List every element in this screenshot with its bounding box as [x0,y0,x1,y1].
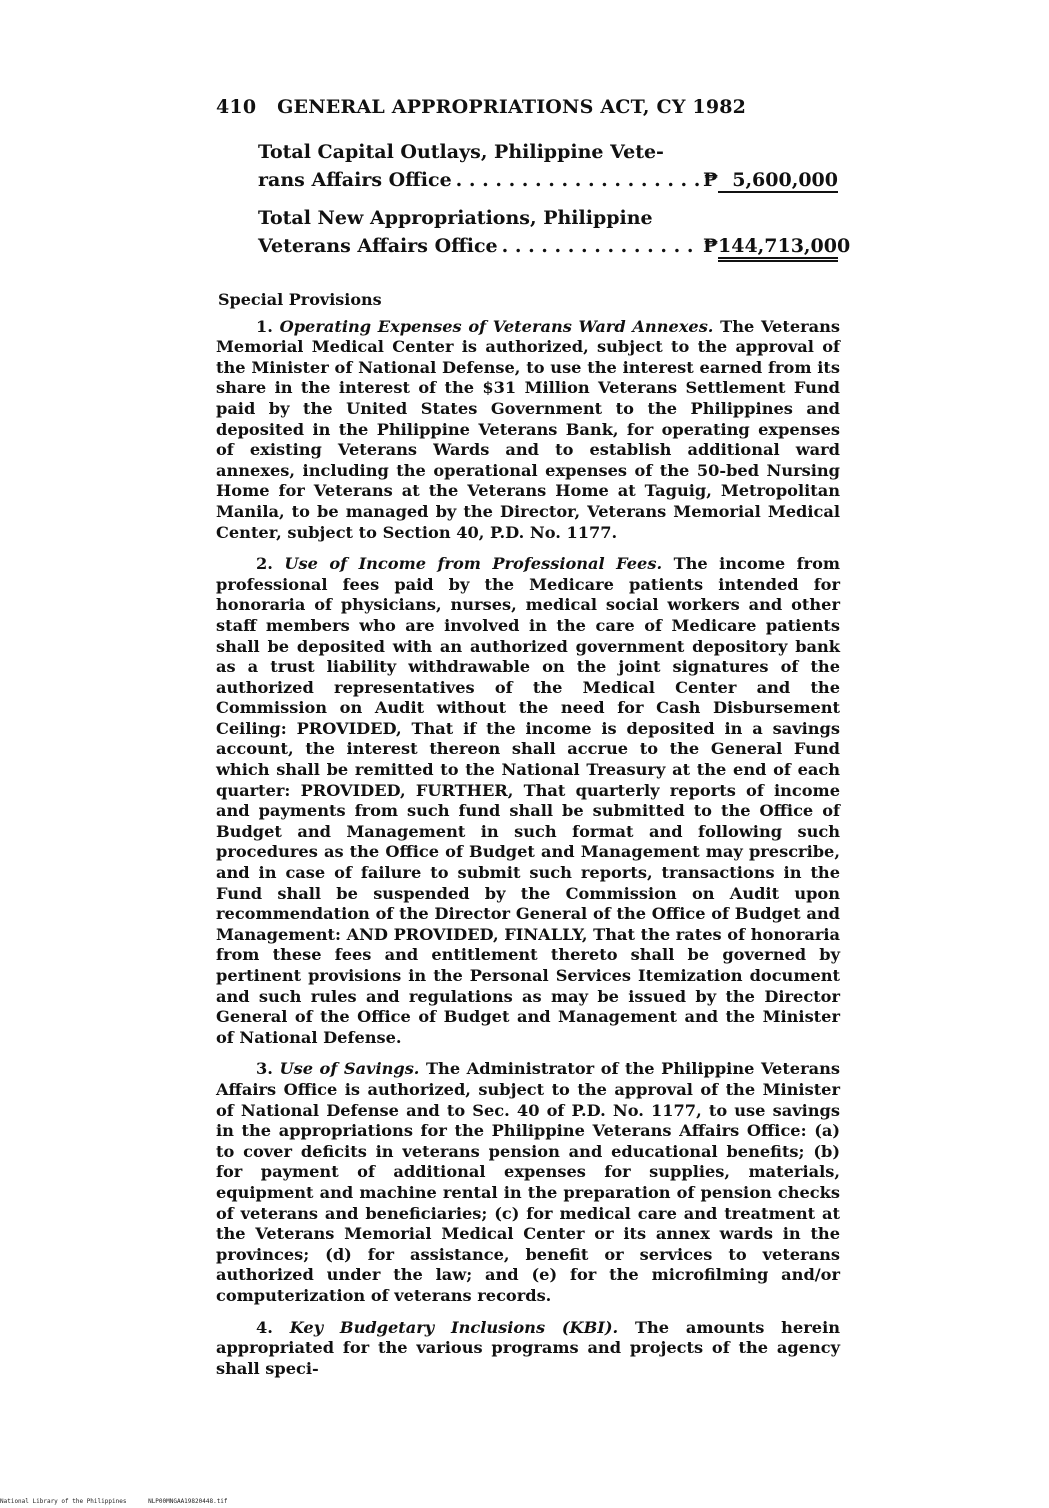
totals-section [258,138,851,272]
provision-text: The amounts herein appropriated for the various programs and projects of the agency shall speci- [216,1317,840,1378]
total-amount: 144,713,000 [718,235,838,262]
total-label-line1: Total New Appropriations, Philippine [258,207,653,229]
provision-title: Use of Savings. [279,1059,420,1079]
provision-title: Use of Income from Professional Fees. [284,554,663,574]
provision-number: 3. [256,1059,273,1079]
provision-3 [216,1059,840,1306]
provision-number: 2. [256,554,273,574]
provision-2 [216,554,840,1048]
total-label-line2: Veterans Affairs Office [258,235,498,257]
total-label-line1: Total Capital Outlays, Philippine Vete- [258,141,664,163]
provision-text: The income from professional fees paid by the Medicare patients intended for honoraria of physicians, nurses, medical social workers and other staff members who are involved in the care of Medicare patients shall be deposited with an authorized government depository bank as a trust liability withdrawable on the joint signatures of the authorized representatives of the Medical Center and the Commission on Audit without the need for Cash Disbursement Ceiling: PROVIDED, That if the income is deposited in a savings account, the interest thereon shall accrue to the General Fund which shall be remitted to the National Treasury at the end of each quarter: PROVIDED, FURTHER, That quarterly reports of income and payments from such fund shall be submitted to the Office of Budget and Management in such format and following such procedures as the Office of Budget and Management may prescribe, and in case of failure to submit such reports, transactions in the Fund shall be suspended by the Commission on Audit upon recommendation of the Director General of the Office of Budget and Management: AND PROVIDED, FINALLY, That the rates of honoraria from these fees and entitlement thereto shall be governed by pertinent provisions in the Personal Services Itemization document and such rules and regulations as may be issued by the Director General of the Office of Budget and Management and the Minister of National Defense. [216,554,841,1047]
provision-title: Operating Expenses of Veterans Ward Annexes. [279,316,714,336]
peso-sign: ₱ [702,235,718,257]
provision-number: 1. [256,316,273,336]
total-capital-outlays [258,138,838,194]
provision-4 [216,1318,840,1380]
provision-1 [216,317,840,544]
provision-text: The Administrator of the Philippine Veterans Affairs Office is authorized, subject to the approval of the Minister of National Defense and to Sec. 40 of P.D. No. 1177, to use savings in the appropriations for the Philippine Veterans Affairs Office: (a) to cover deficits in veterans pension and educational benefits; (b) for payment of additional expenses for supplies, materials, equipment and machine rental in the preparation of pension checks of veterans and beneficiaries; (c) for medical care and treatment at the Veterans Memorial Medical Center or its annex wards in the provinces; (d) for assistance, benefit or services to veterans authorized under the law; and (e) for the microfilming and/or computerization of veterans records. [216,1059,840,1305]
library-credit: National Library of the Philippines [0,1498,127,1505]
total-amount: 5,600,000 [718,169,838,193]
provision-text: The Veterans Memorial Medical Center is authorized, subject to the approval of the Minister of National Defense, to use the interest earned from its share in the interest of the $31 Million Veterans Settlement Fund paid by the United States Government to the Philippines and deposited in the Philippine Veterans Bank, for operating expenses of existing Veterans Wards and to establish additional ward annexes, including the operational expenses of the 50-bed Nursing Home for Veterans at the Veterans Home at Taguig, Metropolitan Manila, to be managed by the Director, Veterans Memorial Medical Center, subject to Section 40, P.D. No. 1177. [216,316,841,542]
scan-footer [0,1498,228,1505]
total-new-appropriations [258,204,851,262]
page-number: 410 [216,96,257,118]
provision-number: 4. [256,1317,273,1337]
dot-leaders [456,166,699,194]
section-heading: Special Provisions [218,290,382,309]
special-provisions [216,290,840,1390]
provision-title: Key Budgetary Inclusions (KBI). [289,1317,619,1337]
dot-leaders [502,232,699,260]
peso-sign: ₱ [702,169,718,191]
file-name: NLP00MNGAA19820448.tif [148,1498,228,1505]
total-label-line2: rans Affairs Office [258,169,452,191]
page-header [216,96,746,118]
act-title: GENERAL APPROPRIATIONS ACT, CY 1982 [277,96,747,118]
